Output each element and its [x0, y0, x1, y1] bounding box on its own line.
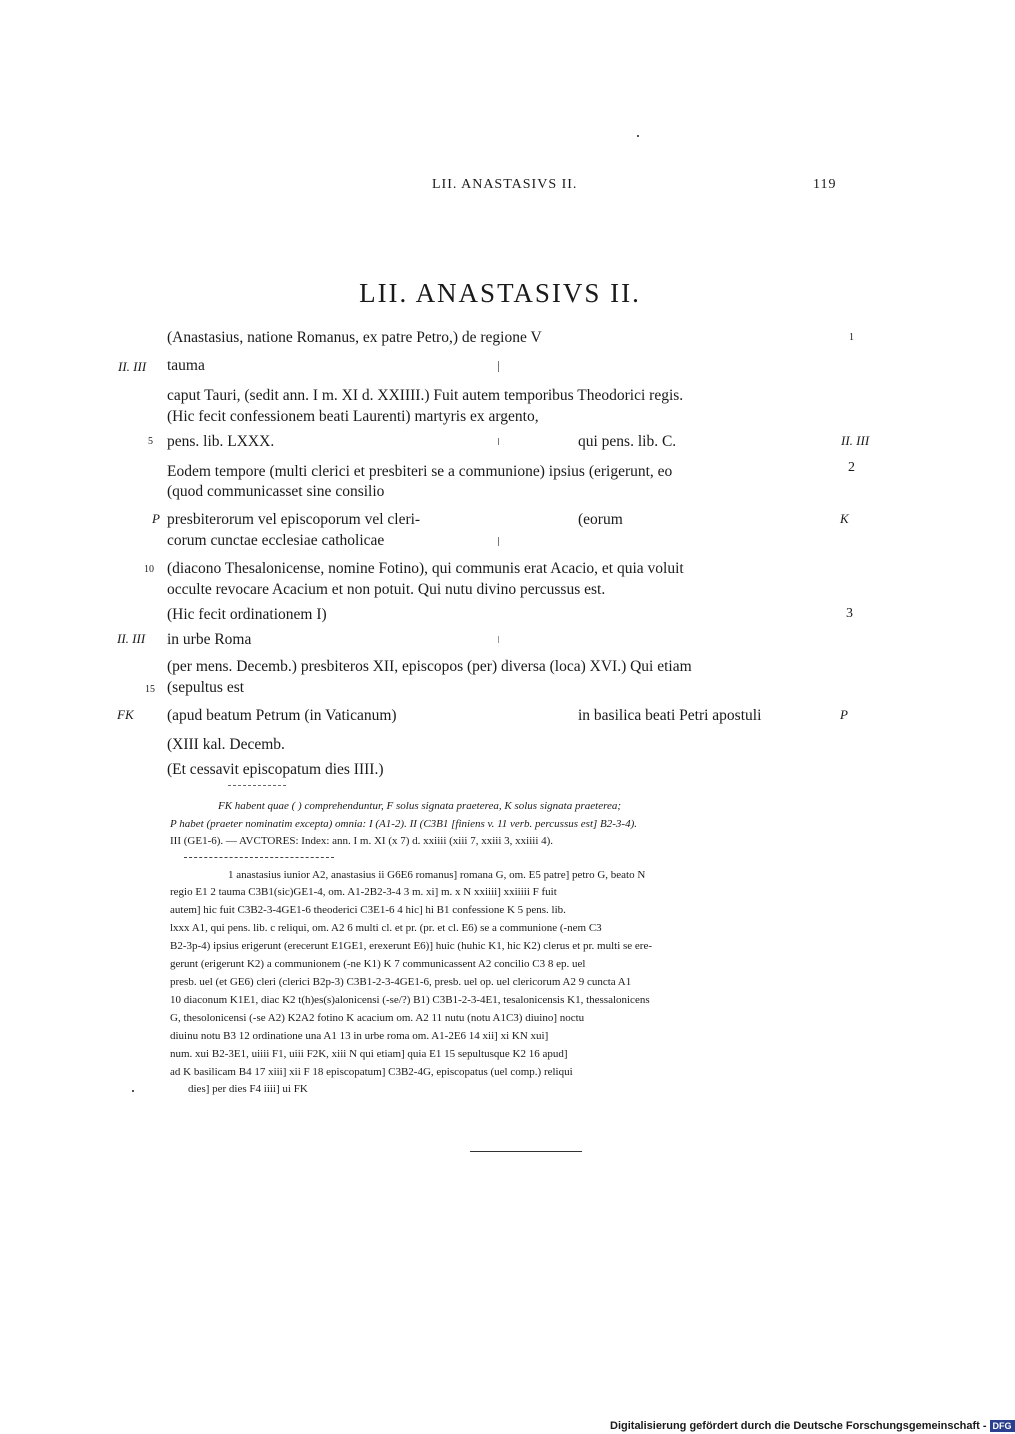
rule	[228, 785, 286, 786]
text-line: (quod communicasset sine consilio	[167, 483, 385, 500]
text-line: (sepultus est	[167, 679, 245, 696]
separator-mark	[498, 636, 499, 643]
apparatus-note: G, thesolonicensi (-se A2) K2A2 fotino K acacium om. A2 11 nutu (notu A1C3) diuino] noctu	[170, 1012, 585, 1024]
text-line: qui pens. lib. C.	[578, 433, 677, 450]
margin-note: P	[152, 511, 160, 526]
text-line: (Hic fecit confessionem beati Laurenti) martyris ex argento,	[167, 408, 539, 425]
chapter-title: LII. ANASTASIVS II.	[359, 278, 641, 308]
apparatus-note: presb. uel (et GE6) cleri (clerici B2p-3) C3B1-2-3-4GE1-6, presb. uel op. uel clericorum A2 9 cuncta A1	[170, 976, 632, 988]
apparatus-note: B2-3p-4) ipsius erigerunt (erecerunt E1GE1, erexerunt E6)] huic (huhic K1, hic K2) clerus et pr. multi se ere-	[170, 940, 653, 952]
text-line: tauma	[167, 357, 205, 374]
dfg-logo[interactable]: DFG	[990, 1420, 1015, 1432]
line-number: 3	[846, 606, 853, 621]
text-line: caput Tauri, (sedit ann. I m. XI d. XXIIII.) Fuit autem temporibus Theodorici regis.	[167, 387, 684, 404]
text-line: (Anastasius, natione Romanus, ex patre Petro,) de regione V	[167, 329, 542, 346]
dfg-credit	[610, 1420, 1015, 1432]
text-line: presbiterorum vel episcoporum vel cleri-	[167, 511, 421, 528]
scan-speck	[637, 135, 639, 137]
apparatus-note: regio E1 2 tauma C3B1(sic)GE1-4, om. A1-2B2-3-4 3 m. xi] m. x N xxiiii] xxiiiii F fuit	[170, 886, 557, 898]
text-line: (diacono Thesalonicense, nomine Fotino), qui communis erat Acacio, et quia voluit	[167, 560, 684, 577]
apparatus-note: gerunt (erigerunt K2) a communionem (-ne K1) K 7 communicassent A2 concilio C3 8 ep. uel	[170, 958, 586, 970]
text-line: occulte revocare Acacium et non potuit. Qui nutu divino percussus est.	[167, 581, 606, 598]
text-line: in urbe Roma	[167, 631, 252, 648]
margin-note: II. III	[117, 631, 146, 646]
apparatus-note: diuinu notu B3 12 ordinatione una A1 13 in urbe roma om. A1-2E6 14 xii] xi KN xui]	[170, 1030, 549, 1042]
apparatus-sigla: III (GE1-6). — AVCTORES: Index: ann. I m. XI (x 7) d. xxiiii (xiii 7, xxiii 3, xxiiii 4).	[170, 835, 554, 847]
margin-note: K	[840, 511, 849, 526]
apparatus-note: 10 diaconum K1E1, diac K2 t(h)es(s)alonicensi (-se/?) B1) C3B1-2-3-4E1, tesalonicensis K1, thessalonicens	[170, 994, 650, 1006]
page-number: 119	[813, 177, 837, 192]
separator-mark	[498, 361, 499, 372]
text-line: (per mens. Decemb.) presbiteros XII, episcopos (per) diversa (loca) XVI.) Qui etiam	[167, 658, 692, 675]
credit-text: Digitalisierung gefördert durch die Deutsche Forschungsgemeinschaft -	[610, 1420, 987, 1432]
end-rule	[470, 1151, 582, 1152]
apparatus-note: ad K basilicam B4 17 xiii] xii F 18 episcopatum] C3B2-4G, episcopatus (uel comp.) reliqui	[170, 1066, 573, 1078]
margin-note: II. III	[118, 359, 147, 374]
apparatus-note: autem] hic fuit C3B2-3-4GE1-6 theoderici C3E1-6 4 hic] hi B1 confessione K 5 pens. lib.	[170, 904, 566, 916]
margin-note: FK	[117, 707, 134, 722]
text-line: in basilica beati Petri apostuli	[578, 707, 762, 724]
scan-speck	[132, 1090, 134, 1092]
separator-mark	[498, 438, 499, 445]
text-line: (Hic fecit ordinationem I)	[167, 606, 327, 623]
line-number: 10	[144, 564, 154, 575]
line-number: 2	[848, 460, 855, 475]
apparatus-sigla: FK habent quae ( ) comprehenduntur, F solus signata praeterea, K solus signata praeterea;	[218, 800, 621, 812]
text-line: (XIII kal. Decemb.	[167, 736, 285, 753]
text-line: corum cunctae ecclesiae catholicae	[167, 532, 385, 549]
running-title: LII. ANASTASIVS II.	[432, 177, 578, 192]
apparatus-note: lxxx A1, qui pens. lib. c reliqui, om. A2 6 multi cl. et pr. (pr. et cl. E6) se a communione (-nem C3	[170, 922, 602, 934]
text-line: Eodem tempore (multi clerici et presbiteri se a communione) ipsius (erigerunt, eo	[167, 463, 673, 480]
line-number: 5	[148, 436, 153, 447]
text-line: (apud beatum Petrum (in Vaticanum)	[167, 707, 397, 724]
apparatus-note: 1 anastasius iunior A2, anastasius ii G6E6 romanus] romana G, om. E5 patre] petro G, beato N	[228, 869, 646, 881]
margin-note: P	[840, 707, 848, 722]
apparatus-note: dies] per dies F4 iiii] ui FK	[188, 1083, 308, 1095]
apparatus-note: num. xui B2-3E1, uiiii F1, uiii F2K, xiii N qui etiam] quia E1 15 sepultusque K2 16 apud]	[170, 1048, 568, 1060]
apparatus-sigla: P habet (praeter nominatim excepta) omnia: I (A1-2). II (C3B1 [finiens v. 11 verb. percussus est] B2-3-4).	[170, 818, 637, 830]
margin-note: II. III	[841, 433, 870, 448]
separator-mark	[498, 537, 499, 546]
rule	[184, 857, 334, 858]
text-line: (Et cessavit episcopatum dies IIII.)	[167, 761, 384, 778]
line-number: 15	[145, 684, 155, 695]
line-number: 1	[849, 332, 854, 343]
text-line: (eorum	[578, 511, 623, 528]
text-line: pens. lib. LXXX.	[167, 433, 275, 450]
